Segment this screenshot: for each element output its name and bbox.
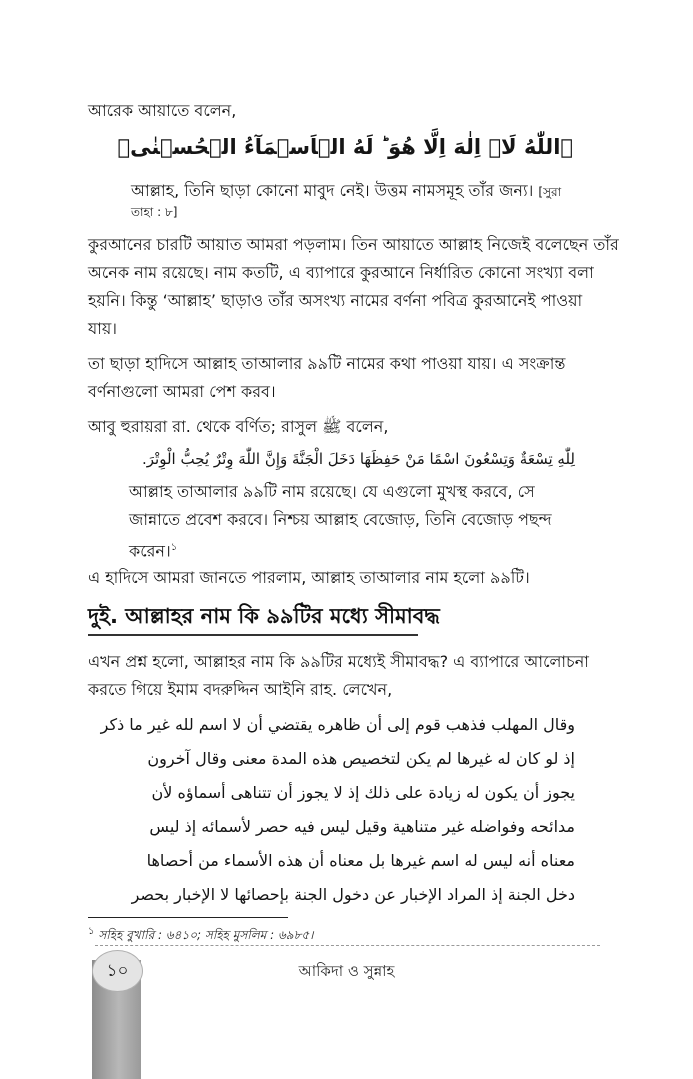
ayah-translation-text: আল্লাহ, তিনি ছাড়া কোনো মাবুদ নেই। উত্তম নামসমূহ তাঁর জন্য। [131, 181, 534, 200]
para-quran-line-2: অনেক নাম রয়েছে। নাম কতটি, এ ব্যাপারে কুরআনে নির্ধারিত কোনো সংখ্যা বলা [88, 263, 594, 282]
conclusion: এ হাদিসে আমরা জানতে পারলাম, আল্লাহ তাআলার নাম হলো ৯৯টি। [88, 568, 530, 587]
footnote-text: সহিহ বুখারি : ৬৪১০; সহিহ মুসলিম : ৬৯৮৫। [98, 928, 314, 942]
para-hadith-line-2: বর্ণনাগুলো আমরা পেশ করব। [88, 382, 276, 401]
hadith-translation-line-2: জান্নাতে প্রবেশ করবে। নিশ্চয় আল্লাহ বেজোড়, তিনি বেজোড় পছন্দ [129, 510, 552, 529]
section-heading: দুই. আল্লাহর নাম কি ৯৯টির মধ্যে সীমাবদ্ধ [88, 604, 440, 628]
hadith-translation-line-3 [129, 533, 177, 565]
heading-underline [88, 634, 418, 636]
footnote-rule [88, 917, 288, 918]
para-quran-line-3: হয়নি। কিন্তু ‘আল্লাহ’ ছাড়াও তাঁর অসংখ্য নামের বর্ণনা পবিত্র কুরআনেই পাওয়া [88, 291, 583, 310]
arabic-quote-line-1: وقال المهلب فذهب قوم إلى أن ظاهره يقتضي أن لا اسم لله غير ما ذكر [100, 715, 575, 734]
question-line-1: এখন প্রশ্ন হলো, আল্লাহর নাম কি ৯৯টির মধ্যেই সীমাবদ্ধ? এ ব্যাপারে আলোচনা [88, 652, 589, 671]
footnote [88, 924, 313, 947]
page-number: ১০ [92, 950, 143, 992]
arabic-quote-line-5: معناه أنه ليس له اسم غيرها بل معناه أن هذه الأسماء من أحصاها [146, 851, 575, 870]
ayah-translation [131, 176, 561, 207]
footer-divider [95, 945, 600, 946]
question-line-2: করতে গিয়ে ইমাম বদরুদ্দিন আইনি রাহ. লেখেন, [88, 680, 393, 699]
narration-intro: আবু হুরায়রা রা. থেকে বর্ণিত; রাসুল ﷺ বলেন, [88, 417, 389, 436]
para-quran-line-1: কুরআনের চারটি আয়াত আমরা পড়লাম। তিন আয়াতে আল্লাহ নিজেই বলেছেন তাঁর [88, 235, 619, 254]
hadith-translation-end: করেন। [129, 541, 171, 561]
arabic-quote-line-6: دخل الجنة إذ المراد الإخبار عن دخول الجنة بإحصائها لا الإخبار بحصر [131, 885, 575, 904]
arabic-quote-line-3: يجوز أن يكون له زيادة على ذلك إذ لا يجوز أن تتناهى أسماؤه لأن [151, 783, 575, 802]
hadith-translation-line-1: আল্লাহ তাআলার ৯৯টি নাম রয়েছে। যে এগুলো মুখস্থ করবে, সে [129, 482, 535, 501]
ayah-ref-sura: [সুরা [538, 185, 562, 199]
hadith-arabic: لِلّٰهِ تِسْعَةٌ وَتِسْعُونَ اسْمًا مَنْ حَفِظَهَا دَخَلَ الْجَنَّةَ وَإِنَّ اللّٰهَ وِتْرٌ يُحِبُّ الْوِتْرَ. [142, 450, 575, 468]
para-hadith-line-1: তা ছাড়া হাদিসে আল্লাহ তাআলার ৯৯টি নামের কথা পাওয়া যায়। এ সংক্রান্ত [88, 354, 566, 373]
ayah-taha-arabic: ﴿اللّٰهُ لَاۤ اِلٰهَ اِلَّا هُوَ ؕ لَهُ الۡاَسۡمَآءُ الۡحُسۡنٰی﴾ [117, 135, 573, 159]
running-title: আকিদা ও সুন্নাহ [298, 962, 395, 980]
footnote-marker: ১ [88, 926, 95, 937]
arabic-quote-line-2: إذ لو كان له غيرها لم يكن لتخصيص هذه المدة معنى وقال آخرون [147, 749, 575, 768]
para-quran-line-4: যায়। [88, 319, 118, 338]
intro-line: আরেক আয়াতে বলেন, [88, 101, 237, 120]
footnote-ref[interactable]: ১ [170, 542, 178, 553]
arabic-quote-line-4: مدائحه وفواضله غير متناهية وقيل ليس فيه حصر لأسمائه إذ ليس [149, 817, 575, 836]
ayah-ref-line2: তাহা : ৮] [131, 205, 178, 219]
